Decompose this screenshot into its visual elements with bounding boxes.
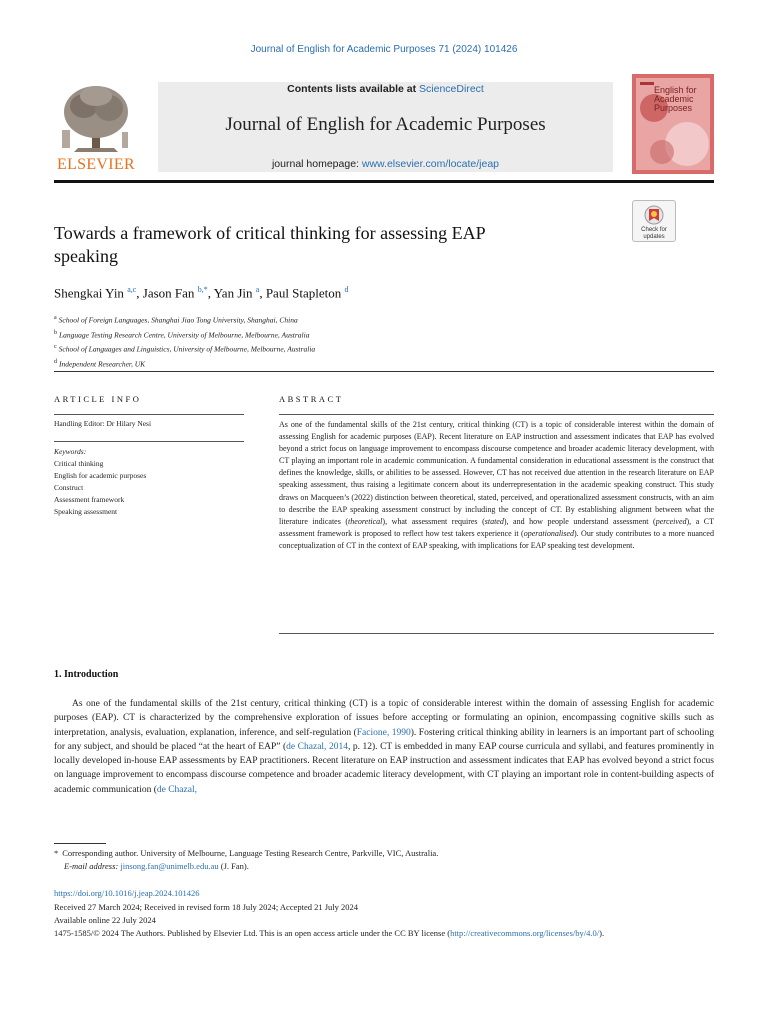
email-link[interactable]: jinsong.fan@unimelb.edu.au (120, 860, 219, 871)
homepage-link[interactable]: www.elsevier.com/locate/jeap (361, 158, 500, 170)
header-rule (54, 180, 714, 183)
affiliation-item (54, 327, 315, 342)
author-name: Yan Jin (213, 285, 256, 301)
author-name: Paul Stapleton (265, 285, 345, 301)
affiliation-letter: c (54, 344, 57, 350)
keyword-item: English for academic purposes (54, 471, 147, 480)
article-info-heading: ARTICLE INFO (54, 394, 142, 404)
check-updates-icon (633, 203, 675, 229)
keyword-item: Assessment framework (54, 495, 125, 504)
introduction-paragraph (54, 697, 714, 797)
received-dates: Received 27 March 2024; Received in revised form 18 July 2024; Accepted 21 July 2024 (54, 902, 359, 912)
section-heading-introduction: 1. Introduction (54, 669, 119, 680)
abstract-text: ), a CT assessment framework is proposed to reflect how test takers experience it ( (279, 516, 715, 538)
abstract-emphasis: perceived (655, 516, 687, 526)
intro-text: , p. 12). CT is embedded in many EAP course curricula and syllabi, and features prominently in locally developed in-house EAP assessments by EAP practitioners. Recent literature on EAP instruction and assessment indicates that EAP has evolved beyond a strict focus on language improvement to encompass discourse competence and broader academic literacy development, with CT playing an important role in content-building aspects of academic communication ( (54, 741, 714, 795)
contents-prefix: Contents lists available at (287, 83, 420, 95)
citation-link[interactable]: Facione, 1990 (356, 727, 411, 738)
affiliations (54, 312, 315, 370)
intro-text: As one of the fundamental skills of the 21st century, critical thinking (CT) is a topic of considerable interest within the domain of assessing English for academic purposes (EAP). CT is characterized by the comprehensive exploration of issues before accepting or formulating an opinion, encompassing cognitive skills such as interpretation, analysis, evaluation, explanation, inference, and self-regulation ( (54, 699, 714, 738)
license-statement (54, 927, 714, 940)
homepage-line (158, 158, 613, 170)
publication-dates (54, 901, 358, 926)
abstract-text: As one of the fundamental skills of the 21st century, critical thinking (CT) is a topic of considerable interest within the domain of assessing English for academic purposes (EAP). Recent literature on EAP instruction and assessment indicates that EAP has evolved beyond a strict focus on language improvement to encompass discourse competence and broader academic literacy development, with CT playing an important role in academic communication. A fundamental consideration in educational assessment is the construct that defines the knowledge, skills, or abilities to be assessed. However, CT has not received due attention in the research literature on EAP speaking assessment, thus raising a legitimate concern about its underrepresentation in the academic speaking construct. This study draws on Macqueen’s (2022) distinction between theoretical, stated, perceived, and operationalized assessment constructs, with an aim to describe the EAP speaking assessment construct by including the concept of CT. By establishing alignment between what the literature indicates ( (279, 420, 714, 526)
author-name: Jason Fan (142, 285, 198, 301)
meta-rule (54, 371, 714, 372)
affiliation-letter: b (54, 329, 57, 336)
author-affiliation-marker[interactable]: a,c (127, 285, 137, 294)
handling-editor: Handling Editor: Dr Hilary Nesi (54, 419, 152, 428)
publisher-name: ELSEVIER (57, 156, 135, 173)
affiliation-item (54, 341, 315, 356)
abstract-emphasis: operationalised (523, 528, 574, 538)
sciencedirect-link[interactable]: ScienceDirect (419, 83, 484, 95)
article-info-rule-2 (54, 441, 244, 442)
keyword-item: Speaking assessment (54, 507, 118, 516)
abstract-text: ). Our study contributes to a more nuanced conceptualization of CT in the context of EAP speaking, with implications for EAP speaking test development. (279, 528, 714, 550)
corresponding-author: Corresponding author. University of Melbourne, Language Testing Research Centre, Parkville, VIC, Australia. (62, 848, 439, 858)
email-suffix: (J. Fan). (220, 860, 249, 871)
abstract-heading: ABSTRACT (279, 394, 344, 404)
affiliation-text: School of Foreign Languages, Shanghai Jiao Tong University, Shanghai, China (58, 315, 298, 325)
cover-title: English for Academic Purposes (654, 85, 697, 113)
keywords-heading: Keywords: (54, 447, 87, 456)
keyword-item: Construct (54, 483, 84, 492)
license-end: ). (599, 928, 605, 938)
article-title: Towards a framework of critical thinking for assessing EAP speaking (54, 223, 485, 266)
citation-link[interactable]: de Chazal, (156, 784, 197, 795)
footnote-rule (54, 843, 106, 844)
author-list: Shengkai Yin $^{a,c}$, Jason Fan $^{b,*}$, Yan Jin $^a$, Paul Stapleton $^d$ (54, 285, 349, 301)
keywords-block (54, 446, 146, 518)
affiliation-item (54, 312, 315, 327)
author-affiliation-marker[interactable]: b,* (197, 285, 208, 294)
author-affiliation-marker[interactable]: a (255, 285, 260, 294)
abstract-body (279, 419, 714, 552)
abstract-rule (279, 414, 714, 415)
abstract-emphasis: theoretical (348, 516, 383, 526)
abstract-bottom-rule (279, 633, 714, 634)
email-label: E-mail address: (64, 860, 119, 871)
available-online: Available online 22 July 2024 (54, 914, 156, 925)
footnote (54, 847, 439, 872)
footnote-mark: * (54, 848, 59, 858)
author-affiliation-marker[interactable]: d (344, 285, 349, 294)
license-link[interactable]: http://creativecommons.org/licenses/by/4.0/ (450, 928, 600, 938)
intro-text: ). Fostering critical thinking ability in learners is an important part of schooling for any subject, and should be placed “at the heart of EAP” ( (54, 727, 714, 752)
check-updates-label: Check for updates (641, 227, 667, 240)
affiliation-letter: d (54, 358, 57, 365)
affiliation-item (54, 356, 315, 371)
citation-link[interactable]: de Chazal, 2014 (286, 741, 348, 752)
author-name: Shengkai Yin (54, 285, 128, 301)
journal-banner (158, 82, 613, 172)
doi-link[interactable]: https://doi.org/10.1016/j.jeap.2024.101426 (54, 888, 200, 898)
contents-line (158, 83, 613, 95)
abstract-text: ), and how people understand assessment ( (503, 516, 656, 526)
article-info-rule (54, 414, 244, 415)
journal-citation[interactable]: Journal of English for Academic Purposes 71 (2024) 101426 (250, 44, 518, 55)
abstract-emphasis: stated (484, 516, 504, 526)
affiliation-text: Language Testing Research Centre, University of Melbourne, Melbourne, Australia (59, 330, 310, 339)
abstract-text: ), what assessment requires ( (382, 516, 485, 526)
affiliation-text: School of Languages and Linguistics, University of Melbourne, Melbourne, Australia (58, 344, 316, 354)
affiliation-letter: a (54, 315, 57, 321)
license-text: 1475-1585/© 2024 The Authors. Published by Elsevier Ltd. This is an open access article under the CC BY license ( (54, 928, 451, 938)
homepage-prefix: journal homepage: (271, 158, 362, 170)
keyword-item: Critical thinking (54, 459, 104, 468)
journal-title: Journal of English for Academic Purposes (225, 114, 546, 135)
affiliation-text: Independent Researcher, UK (59, 359, 146, 368)
check-for-updates-button[interactable] (632, 200, 676, 242)
